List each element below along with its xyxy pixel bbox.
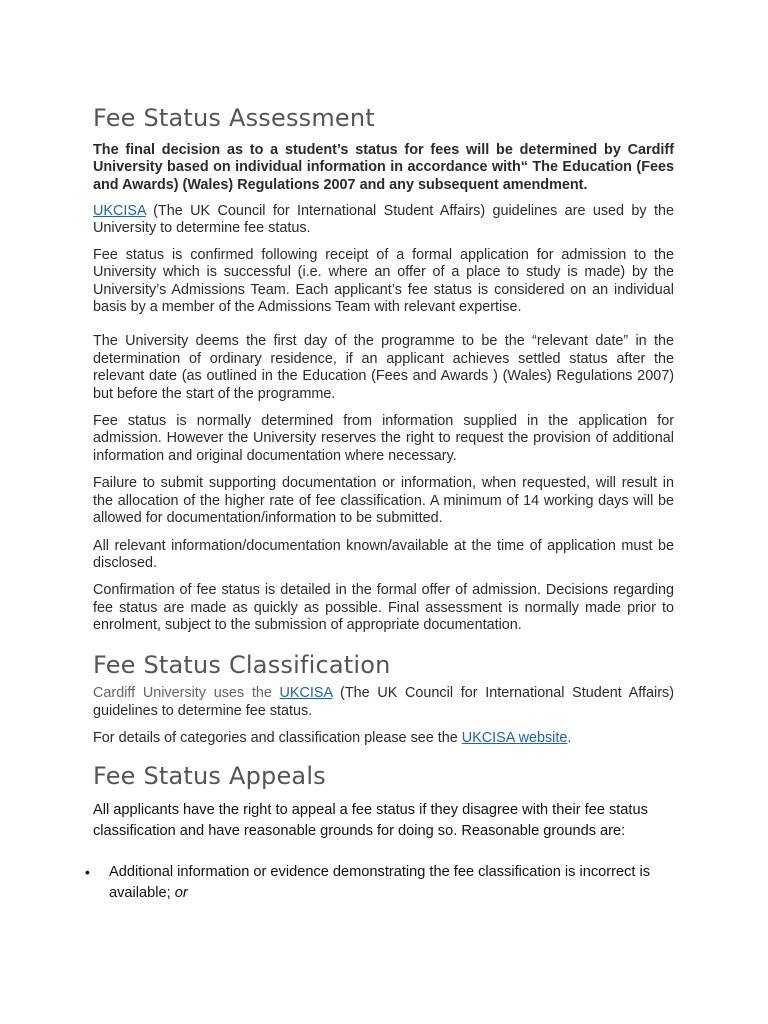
confirmation-of-fee-status-paragraph: Confirmation of fee status is detailed in the formal offer of admission. Decisions regarding fee status are made as quickly as possible. Final assessment is normally made prior to enrolment, subject to the submission of appropriate documentation. — [93, 582, 674, 634]
fee-status-appeals-heading: Fee Status Appeals — [93, 761, 326, 790]
bullet-icon: • — [85, 864, 90, 881]
fee-status-confirmed-paragraph: Fee status is confirmed following receipt of a formal application for admission to the University which is successful (i.e. where an offer of a place to study is made) by the University’s Admissions Team. Each applicant’s fee status is considered on an individual basis by a member of the Admissions Team with relevant expertise. — [93, 246, 674, 316]
classification-ukcisa-link[interactable]: UKCISA — [279, 685, 333, 702]
ukcisa-link[interactable]: UKCISA — [93, 203, 146, 220]
list-item-text: Additional information or evidence demonstrating the fee classification is incorrect is available; — [109, 864, 651, 902]
classification-uses-suffix: (The UK Council for International Student Affairs) guidelines to determine fee status. — [93, 685, 674, 719]
assessment-intro-bold: The final decision as to a student’s status for fees will be determined by Cardiff University based on individual information in accordance with“ The Education (Fees and Awards) (Wales) Regulations 2007 and any subsequent amendment. — [93, 141, 674, 193]
classification-details-prefix: For details of categories and classification please see the — [93, 730, 462, 747]
must-be-disclosed-paragraph: All relevant information/documentation known/available at the time of application must be disclosed. — [93, 537, 674, 571]
fee-status-classification-heading: Fee Status Classification — [93, 650, 391, 679]
classification-details-paragraph — [93, 730, 674, 747]
ukcisa-guidelines-text: (The UK Council for International Student Affairs) guidelines are used by the University to determine fee status. — [93, 203, 674, 237]
normally-determined-paragraph: Fee status is normally determined from information supplied in the application for admission. However the University reserves the right to request the provision of additional information and original documentation where necessary. — [93, 413, 674, 464]
classification-uses-prefix: Cardiff University uses the — [93, 685, 280, 702]
appeals-intro-paragraph: All applicants have the right to appeal a fee status if they disagree with their fee status classification and have reasonable grounds for doing so. Reasonable grounds are: — [93, 802, 648, 840]
failure-to-submit-paragraph: Failure to submit supporting documentation or information, when requested, will result in the allocation of the higher rate of fee classification. A minimum of 14 working days will be allowed for documentation/information to be submitted. — [93, 475, 674, 527]
list-item-or: or — [174, 885, 188, 902]
document-page — [85, 98, 674, 904]
classification-uses-paragraph — [93, 685, 674, 720]
appeals-section — [85, 800, 674, 904]
reasonable-grounds-list — [85, 862, 674, 904]
classification-details-suffix: . — [567, 730, 572, 747]
relevant-date-paragraph: The University deems the first day of the programme to be the “relevant date” in the determination of ordinary residence, if an applicant achieves settled status after the relevant date (as outlined in the Education (Fees and Awards ) (Wales) Regulations 2007) but before the start of the programme. — [93, 333, 674, 402]
ukcisa-website-link[interactable]: UKCISA website — [461, 730, 568, 747]
list-item — [85, 862, 674, 904]
fee-status-assessment-heading: Fee Status Assessment — [93, 104, 375, 132]
ukcisa-guidelines-paragraph — [93, 203, 674, 238]
